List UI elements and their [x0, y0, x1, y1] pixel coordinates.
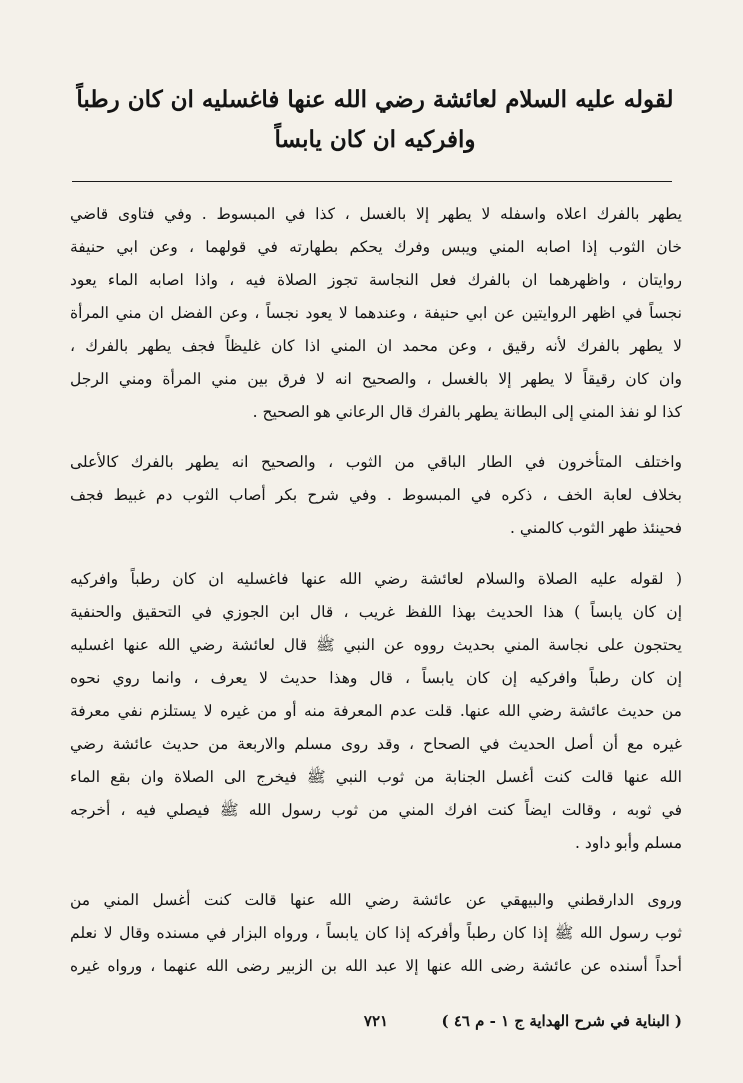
- text-line: مسلم وأبو داود .: [575, 834, 682, 852]
- body-paragraph: [70, 884, 682, 983]
- text-line: الله عنها قالت كنت أغسل الجنابة من ثوب النبي ﷺ فيخرج الى الصلاة وان بقع الماء: [70, 768, 682, 786]
- body-paragraph: [70, 563, 682, 860]
- text-line: يطهر بالفرك اعلاه واسفله لا يطهر إلا بالغسل ، كذا في المبسوط . وفي فتاوى قاضي: [70, 205, 682, 223]
- body-paragraph: [70, 446, 682, 545]
- text-line: إن كان يابساً ) هذا الحديث بهذا اللفظ غريب ، قال ابن الجوزي في التحقيق والحنفية: [70, 603, 682, 621]
- heading-divider: [72, 181, 672, 182]
- page-footer: [70, 1012, 682, 1042]
- heading-line: وافركيه ان كان يابساً: [274, 126, 476, 153]
- text-line: وان كان رقيقاً لا يطهر إلا بالغسل ، والصحيح انه لا فرق بين مني المرأة ومني الرجل: [70, 370, 682, 388]
- text-line: نجساً في اظهر الروايتين عن ابي حنيفة ، وعندهما لا يعود نجساً ، وعن الفضل ان مني المرأة: [70, 304, 682, 322]
- text-line: غيره مع أن أصل الحديث في الصحاح ، وقد روى مسلم والاربعة من حديث عائشة رضي: [70, 735, 682, 753]
- text-line: إن كان رطباً وافركيه إن كان يابساً ، قال وهذا حديث لا يعرف ، وانما روي نحوه: [70, 669, 682, 687]
- text-line: يحتجون على نجاسة المني بحديث رووه عن النبي ﷺ قال لعائشة رضي الله عنها اغسليه: [70, 636, 682, 654]
- text-line: واختلف المتأخرون في الطار الباقي من الثوب ، والصحيح انه يطهر بالفرك كالأعلى: [70, 453, 682, 471]
- body-paragraph: [70, 198, 682, 429]
- text-line: بخلاف لعابة الخف ، ذكره في المبسوط . وفي شرح بكر أصاب الثوب دم غبيط فجف: [70, 486, 682, 504]
- heading-line: لقوله عليه السلام لعائشة رضي الله عنها فاغسليه ان كان رطباً: [76, 86, 674, 113]
- text-line: خان الثوب إذا اصابه المني ويبس وفرك يحكم بطهارته في قولهما ، وعن ابي حنيفة: [70, 238, 682, 256]
- chapter-heading: [70, 80, 680, 160]
- book-title: ( البناية في شرح الهداية ج ١ - م ٤٦ ): [441, 1012, 682, 1030]
- text-line: كذا لو نفذ المني إلى البطانة يطهر بالفرك قال الرعاني هو الصحيح .: [252, 403, 682, 421]
- page-number: ٧٢١: [363, 1012, 389, 1030]
- text-line: في ثوبه ، وقالت ايضاً كنت افرك المني من ثوب رسول الله ﷺ فيصلي فيه ، أخرجه: [70, 801, 682, 819]
- text-line: فحينئذ طهر الثوب كالمني .: [510, 519, 682, 537]
- text-line: أحداً أسنده عن عائشة رضى الله عنها إلا عبد الله بن الزبير رضى الله عنهما ، ورواه غيره: [70, 957, 682, 975]
- text-line: لا يطهر بالفرك لأنه رقيق ، وعن محمد ان المني اذا كان غليظاً فجف يطهر بالفرك ،: [70, 337, 682, 355]
- text-line: ثوب رسول الله ﷺ إذا كان رطباً وأفركه إذا كان يابساً ، ورواه البزار في مسنده وقال لا نعلم: [70, 924, 682, 942]
- text-line: من حديث عائشة رضي الله عنها. قلت عدم المعرفة منه أو من غيره لا يستلزم نفي معرفة: [70, 702, 682, 720]
- text-line: ( لقوله عليه الصلاة والسلام لعائشة رضي الله عنها فاغسليه ان كان رطباً وافركيه: [70, 570, 682, 588]
- text-line: وروى الدارقطني والبيهقي عن عائشة رضي الله عنها قالت كنت أغسل المني من: [70, 891, 682, 909]
- text-line: روايتان ، واظهرهما ان بالفرك فعل النجاسة تجوز الصلاة فيه ، واذا اصابه الماء يعود: [70, 271, 682, 289]
